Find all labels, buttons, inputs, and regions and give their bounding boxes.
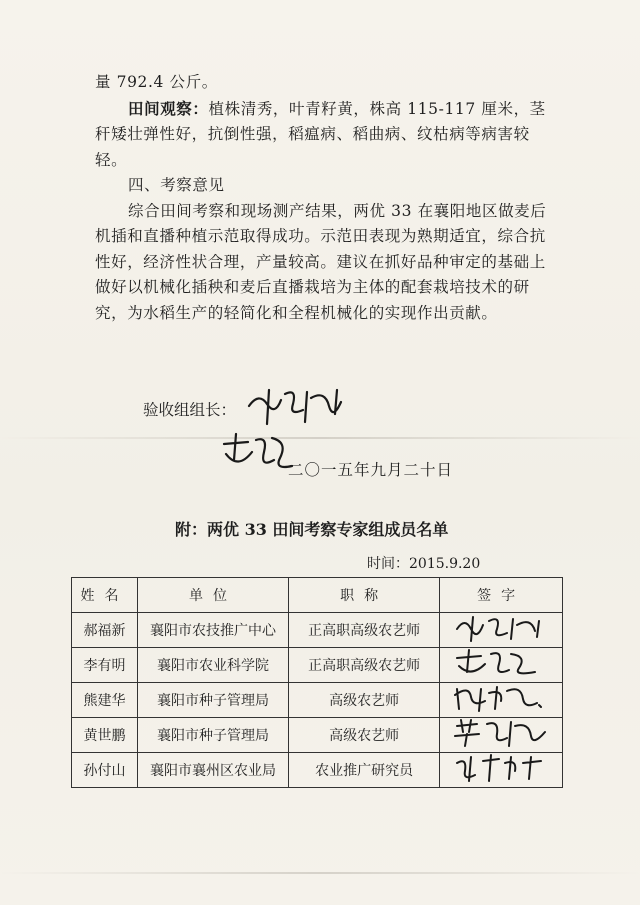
member-name: 熊建华 bbox=[72, 683, 138, 718]
field-observation-text: 植株清秀，叶青籽黄，株高 115-117 厘米，茎秆矮壮弹性好，抗倒性强，稻瘟病、稻曲病、纹枯病等病害较轻。 bbox=[95, 99, 546, 169]
member-signature bbox=[440, 683, 563, 718]
table-row bbox=[72, 753, 563, 788]
opinion-paragraph: 综合田间考察和现场测产结果，两优 33 在襄阳地区做麦后机插和直播种植示范取得成功。示范田表现为熟期适宜，综合抗性好，经济性状合理，产量较高。建议在抓好品种审定的基础上做好以机械化插秧和麦后直播栽培为主体的配套栽培技术的研究，为水稻生产的轻简化和全程机械化的实现作出贡献。 bbox=[95, 201, 547, 322]
header-unit: 单位 bbox=[137, 578, 288, 613]
deputy-signature bbox=[218, 430, 298, 478]
member-title: 高级农艺师 bbox=[289, 718, 440, 753]
table-row bbox=[72, 648, 563, 683]
header-signature: 签字 bbox=[440, 578, 563, 613]
header-title: 职称 bbox=[289, 578, 440, 613]
member-name: 郝福新 bbox=[72, 613, 138, 648]
table-row bbox=[72, 718, 563, 753]
member-unit: 襄阳市种子管理局 bbox=[137, 718, 288, 753]
members-table bbox=[71, 577, 563, 788]
leader-label: 验收组组长： bbox=[143, 401, 237, 419]
paper-fold bbox=[0, 437, 640, 439]
text-line: 量 792.4 公斤。 bbox=[95, 73, 218, 91]
member-unit: 襄阳市农技推广中心 bbox=[137, 613, 288, 648]
leader-signature bbox=[245, 384, 355, 428]
table-row bbox=[72, 683, 563, 718]
member-signature bbox=[440, 718, 563, 753]
member-unit: 襄阳市襄州区农业局 bbox=[137, 753, 288, 788]
document-date: 二〇一五年九月二十日 bbox=[288, 461, 454, 479]
field-observation-label: 田间观察： bbox=[128, 98, 209, 118]
member-signature bbox=[440, 753, 563, 788]
appendix-title: 附：两优 33 田间考察专家组成员名单 bbox=[175, 520, 449, 539]
paper-fold bbox=[0, 872, 640, 874]
field-observation bbox=[95, 96, 555, 174]
member-name: 黄世鹏 bbox=[72, 718, 138, 753]
member-title: 高级农艺师 bbox=[289, 683, 440, 718]
member-title: 农业推广研究员 bbox=[289, 753, 440, 788]
member-title: 正高职高级农艺师 bbox=[289, 648, 440, 683]
body-text bbox=[95, 70, 555, 326]
section-heading: 四、考察意见 bbox=[128, 176, 225, 194]
member-title: 正高职高级农艺师 bbox=[289, 613, 440, 648]
member-unit: 襄阳市农业科学院 bbox=[137, 648, 288, 683]
appendix-time: 时间：2015.9.20 bbox=[367, 556, 481, 572]
member-name: 孙付山 bbox=[72, 753, 138, 788]
header-name: 姓名 bbox=[72, 578, 138, 613]
member-unit: 襄阳市种子管理局 bbox=[137, 683, 288, 718]
table-row bbox=[72, 613, 563, 648]
member-signature bbox=[440, 613, 563, 648]
member-signature bbox=[440, 648, 563, 683]
table-header-row bbox=[72, 578, 563, 613]
member-name: 李有明 bbox=[72, 648, 138, 683]
